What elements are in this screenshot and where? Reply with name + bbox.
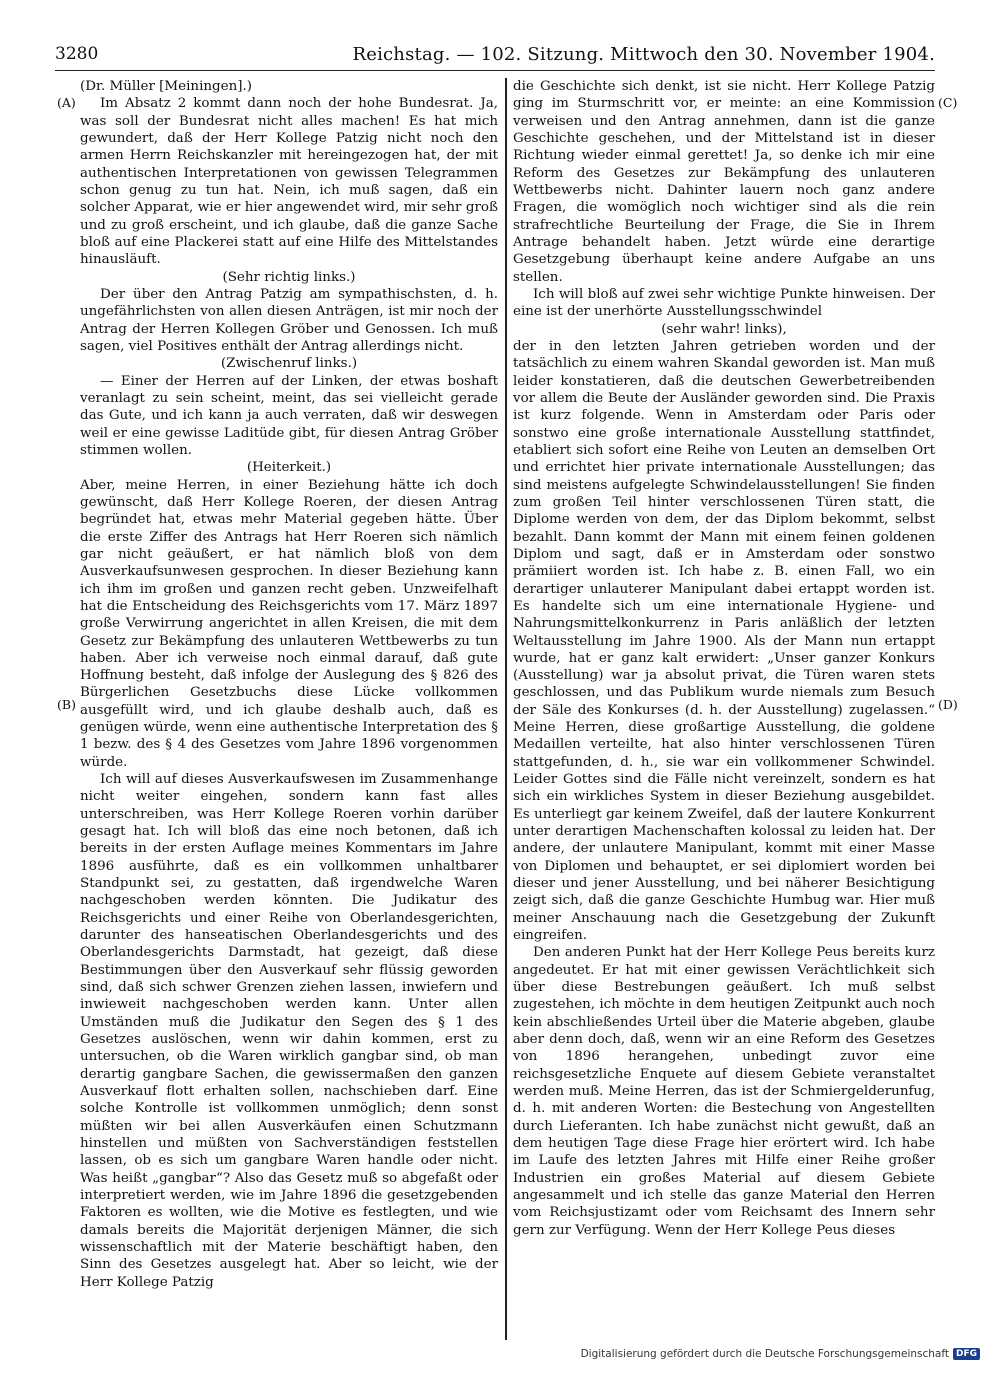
interjection: (Sehr richtig links.)	[222, 269, 356, 285]
page-title: Reichstag. — 102. Sitzung. Mittwoch den 30. November 1904.	[352, 43, 935, 65]
paragraph: Der über den Antrag Patzig am sympathischsten, d. h. ungefährlichsten von allen diesen Anträgen, ist mir noch der Antrag der Herren Kollegen Gröber und Genossen. Ich muß sagen, viel Positives enthält der Antrag allerdings nicht.	[80, 286, 498, 354]
page-number: 3280	[55, 44, 99, 64]
interjection: (sehr wahr! links),	[661, 321, 787, 337]
paragraph: — Einer der Herren auf der Linken, der etwas boshaft veranlagt zu sein scheint, meint, das sei vielleicht gerade das Gute, und ich kann ja auch verraten, daß wir deswegen weil er eine gewisse Laditüde gibt, für diesen Antrag Gröber stimmen wollen.	[80, 373, 498, 458]
right-column	[513, 78, 935, 1239]
dfg-logo: DFG	[953, 1348, 980, 1360]
footer-credit: Digitalisierung gefördert durch die Deutsche Forschungsgemeinschaft	[580, 1348, 949, 1360]
margin-marker-c: (C)	[938, 95, 958, 110]
paragraph: Ich will auf dieses Ausverkaufswesen im Zusammenhange nicht weiter eingehen, sondern kann fast alles unterschreiben, was Herr Kollege Roeren vorhin darüber gesagt hat. Ich will bloß das eine noch betonen, daß ich bereits in der ersten Auflage meines Kommentars im Jahre 1896 ausführte, daß es ein vollkommen unhaltbarer Standpunkt sei, zu gestatten, daß irgendwelche Waren nachgeschoben werden könnten. Die Judikatur des Reichsgerichts und einer Reihe von Oberlandesgerichten, darunter des hanseatischen Oberlandesgerichts und des Oberlandesgerichts Darmstadt, hat gezeigt, daß diese Bestimmungen über den Ausverkauf sehr flüssig geworden sind, daß sich schwer Grenzen ziehen lassen, inwiefern und inwieweit nachgeschoben werden kann. Unter allen Umständen muß die Judikatur den Segen des § 1 des Gesetzes auslöschen, wenn wir dahin kommen, erst zu untersuchen, ob die Waren wirklich gangbar sind, ob man derartig gangbare Sachen, die gewissermaßen den ganzen Ausverkauf flott erhalten sollen, nachschieben darf. Eine solche Kontrolle ist vollkommen unmöglich; denn sonst müßten wir bei allen Ausverkäufen einen Schutzmann hinstellen und müßten von Sachverständigen feststellen lassen, ob es sich um gangbare Waren handle oder nicht. Was heißt „gangbar“? Also das Gesetz muß so abgefaßt oder interpretiert werden, wie im Jahre 1896 die gesetzgebenden Faktoren es wollten, wie die Motive es festlegten, und wie damals bereits die Majorität derjenigen Männer, die sich wissenschaftlich mit der Materie beschäftigt haben, den Sinn des Gesetzes ausgelegt hat. Aber so leicht, wie der Herr Kollege Patzig	[80, 772, 498, 1290]
paragraph: die Geschichte sich denkt, ist sie nicht. Herr Kollege Patzig ging im Sturmschritt vor, er meinte: an eine Kommission verweisen und den Antrag annehmen, dann ist die ganze Geschichte geschehen, und der Mittelstand ist in dieser Richtung wieder einmal gerettet! Ja, so denke ich mir eine Reform des Gesetzes zur Bekämpfung des unlauteren Wettbewerbs nicht. Dahinter lauern noch ganz andere Fragen, die womöglich noch wichtiger sind als die rein strafrechtliche Beurteilung der Frage, die Sie in Ihrem Antrage behandelt haben. Jetzt würde eine derartige Gesetzgebung überhaupt keine andere Aufgabe an uns stellen.	[513, 79, 935, 285]
paragraph: Aber, meine Herren, in einer Beziehung hätte ich doch gewünscht, daß Herr Kollege Roeren, der diesen Antrag begründet hat, etwas mehr Material gegeben hätte. Über die erste Ziffer des Antrags hat Herr Roeren sich nämlich gar nicht geäußert, er hat nämlich bloß von dem Ausverkaufsunwesen gesprochen. In dieser Beziehung kann ich ihm im großen und ganzen recht geben. Unzweifelhaft hat die Entscheidung des Reichsgerichts vom 17. März 1897 große Verwirrung angerichtet in allen Kreisen, die mit dem Gesetz zur Bekämpfung des unlauteren Wettbewerbs zu tun haben. Aber ich verweise noch einmal darauf, daß gute Hoffnung besteht, daß infolge der Auslegung des § 826 des Bürgerlichen Gesetzbuchs diese Lücke vollkommen ausgefüllt wird, und ich glaube deshalb auch, daß es genügen würde, wenn eine authentische Interpretation des § 1 bezw. des § 4 des Gesetzes vom Jahre 1896 vorgenommen würde.	[80, 477, 498, 770]
interjection: (Heiterkeit.)	[246, 460, 332, 476]
page-header	[55, 40, 935, 68]
margin-marker-b: (B)	[57, 697, 76, 712]
margin-marker-a: (A)	[57, 95, 76, 110]
interjection: (Zwischenruf links.)	[220, 356, 358, 372]
paragraph: Im Absatz 2 kommt dann noch der hohe Bundesrat. Ja, was soll der Bundesrat nicht alles machen! Es hat mich gewundert, daß der Herr Kollege Patzig nicht noch den armen Herrn Reichskanzler mit hereingezogen hat, der mit authentischen Interpretationen von gewissen Telegrammen schon genug zu tun hat. Nein, ich muß sagen, daß ein solcher Apparat, wie er hier angewendet wird, mir sehr groß und zu groß erscheint, und ich glaube, daß die ganze Sache bloß auf eine Plackerei statt auf eine Hilfe des Mittelstandes hinausläuft.	[80, 96, 498, 268]
paragraph: (Dr. Müller [Meiningen].)	[80, 79, 252, 94]
paragraph: Ich will bloß auf zwei sehr wichtige Punkte hinweisen. Der eine ist der unerhörte Ausstellungsschwindel	[513, 286, 935, 320]
left-column	[80, 78, 498, 1291]
margin-marker-d: (D)	[938, 697, 958, 712]
paragraph: der in den letzten Jahren getrieben worden und der tatsächlich zu einem wahren Skandal geworden ist. Man muß leider konstatieren, daß die deutschen Gewerbetreibenden vor allem die Beute der Ausländer geworden sind. Die Praxis ist kurz folgende. Wenn in Amsterdam oder Paris oder sonstwo eine große internationale Ausstellung stattfindet, etabliert sich sofort eine Reihe von Leuten an demselben Ort und errichtet hier private internationale Ausstellungen; das sind meistens aufgelegte Schwindelausstellungen! Sie finden zum großen Teil hinter verschlossenen Türen statt, die Diplome werden von dem, der das Diplom bekommt, selbst bezahlt. Dann kommt der Mann mit einem feinen goldenen Diplom und sagt, daß er in Amsterdam oder sonstwo prämiiert worden ist. Ich habe z. B. einen Fall, wo ein derartiger unlauterer Manipulant dabei ertappt worden ist. Es handelte sich um eine internationale Hygiene- und Nahrungsmittelkonkurrenz in Paris anläßlich der letzten Weltausstellung im Jahre 1900. Als der Mann nun ertappt wurde, hat er ganz kalt erwidert: „Unser ganzer Konkurs (Ausstellung) war ja absolut privat, die Türen waren stets geschlossen, und das Publikum wurde niemals zum Besuch der Säle des Konkurses (d. h. der Ausstellung) zugelassen.“ Meine Herren, diese großartige Ausstellung, die goldene Medaillen verteilte, hat also hinter verschlossenen Türen stattgefunden, d. h., sie war ein vollkommener Schwindel. Leider Gottes sind die Fälle nicht vereinzelt, sondern es hat sich ein wirkliches System in dieser Beziehung ausgebildet. Es unterliegt gar keinem Zweifel, daß der lautere Konkurrent unter derartigen Machenschaften kolossal zu leiden hat. Der andere, der unlautere Manipulant, kommt mit einer Masse von Diplomen und behauptet, er sei diplomiert worden bei dieser und jener Ausstellung, und bei näherer Besichtigung zeigt sich, daß die ganze Geschichte Humbug war. Hier muß meiner Anschauung nach die Gesetzgebung der Zukunft eingreifen.	[513, 338, 935, 944]
paragraph: Den anderen Punkt hat der Herr Kollege Peus bereits kurz angedeutet. Er hat mit einer gewissen Verächtlichkeit sich über diese Bestrebungen geäußert. Ich muß selbst zugestehen, ich möchte in dem heutigen Zeitpunkt auch noch kein abschließendes Urteil über die Materie abgeben, glaube aber denn doch, daß, wenn wir an eine Reform des Gesetzes von 1896 herangehen, unbedingt zuvor eine reichsgesetzliche Enquete auf diesem Gebiete veranstaltet werden muß. Meine Herren, das ist der Schmiergelderunfug, d. h. mit anderen Worten: die Bestechung von Angestellten durch Lieferanten. Ich habe zunächst nicht gewußt, daß an dem heutigen Tage diese Frage hier erörtert wird. Ich habe im Laufe des letzten Jahres mit Hilfe einer Reihe großer Industrien ein großes Material auf diesem Gebiete angesammelt und ich stelle das ganze Material den Herren vom Reichsjustizamt oder vom Reichsamt des Innern sehr gern zur Verfügung. Wenn der Herr Kollege Peus dieses	[513, 945, 935, 1238]
column-divider	[505, 78, 507, 1340]
header-rule	[55, 70, 935, 71]
footer	[581, 1348, 980, 1360]
